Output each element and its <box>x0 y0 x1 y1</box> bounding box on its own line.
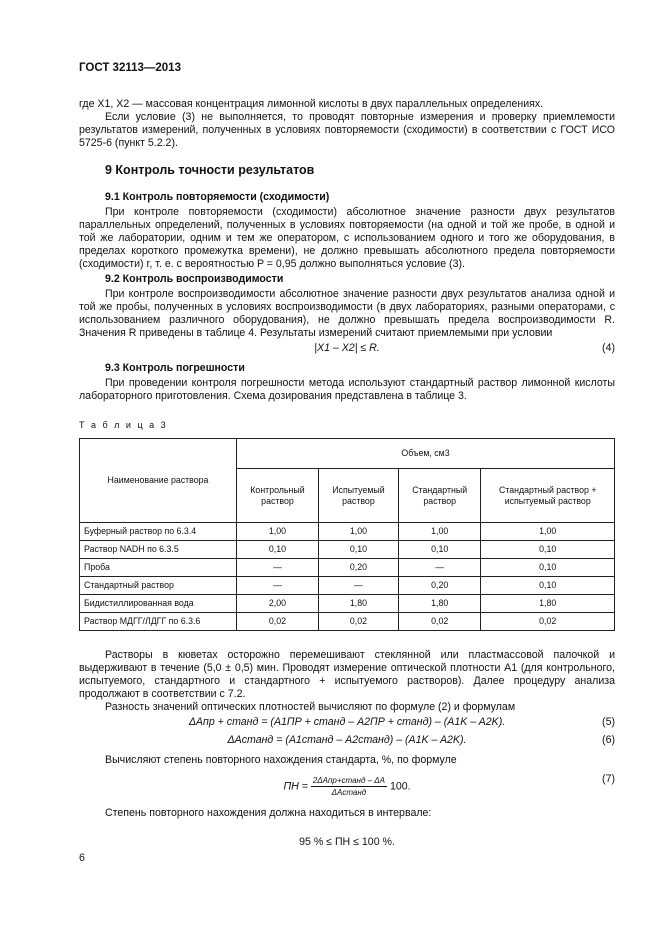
table-row <box>80 613 615 631</box>
table-cell-value: 0,20 <box>318 559 398 577</box>
table-cell-value: 0,02 <box>398 613 481 631</box>
section-9-heading: 9 Контроль точности результатов <box>105 163 315 177</box>
table-cell-name: Буферный раствор по 6.3.4 <box>80 523 237 541</box>
table-cell-value: 0,10 <box>481 559 615 577</box>
table-row <box>80 577 615 595</box>
equation-5-number: (5) <box>602 716 615 728</box>
table-cell-value: 0,10 <box>398 541 481 559</box>
equation-7-numerator: 2ΔAпр+станд – ΔA <box>312 776 385 785</box>
table-cell-value: 0,20 <box>398 577 481 595</box>
equation-7-denominator: ΔAстанд <box>331 788 367 797</box>
table-cell-name: Раствор NADH по 6.3.5 <box>80 541 237 559</box>
section-9-2-text: При контроле воспроизводимости абсолютное значение разности двух результатов анализа одной и той же пробы, полученных в условиях воспроизводимости (в двух лабораториях, разными операторами, с использованием различного оборудования), не должно превышать предела воспроизводимости R. Значения R приведены в таблице 4. Результаты измерений считают приемлемыми при условии <box>79 288 615 339</box>
dosing-table <box>79 438 615 631</box>
after-paragraph-3: Вычисляют степень повторного нахождения стандарта, %, по формуле <box>105 754 457 766</box>
equation-7 <box>79 767 615 805</box>
table-cell-value: — <box>318 577 398 595</box>
table-col-header: Стандартный раствор <box>398 469 481 523</box>
after-paragraph-2: Разность значений оптических плотностей вычисляют по формуле (2) и формулам <box>105 701 516 713</box>
condition-paragraph: Если условие (3) не выполняется, то проводят повторные измерения и проверку приемлемости результатов измерений, полученных в условиях повторяемости (сходимости) в соответствии с ГОСТ ИСО 5725-6 (пункт 5.2.2). <box>79 111 615 149</box>
table-col-header: Стандартный раствор + испытуемый раствор <box>481 469 615 523</box>
table-cell-value: 0,02 <box>481 613 615 631</box>
equation-8-body: 95 % ≤ ПН ≤ 100 %. <box>299 836 395 848</box>
table-cell-value: — <box>237 577 319 595</box>
table-cell-value: — <box>237 559 319 577</box>
equation-5-body: ΔAпр + станд = (A1ПР + станд – A2ПР + станд) – (A1K – A2K). <box>188 716 506 728</box>
equation-7-rhs: 100. <box>389 780 411 793</box>
equation-4-number: (4) <box>602 342 615 354</box>
table-cell-value: 0,02 <box>318 613 398 631</box>
equation-6 <box>79 732 615 750</box>
table-cell-value: 2,00 <box>237 595 319 613</box>
table-cell-value: 0,10 <box>237 541 319 559</box>
table-col-header: Испытуемый раствор <box>318 469 398 523</box>
table-row <box>80 559 615 577</box>
table-cell-name: Проба <box>80 559 237 577</box>
table-row <box>80 541 615 559</box>
table-row <box>80 523 615 541</box>
table-header-volume: Объем, см3 <box>237 439 615 469</box>
table-cell-name: Раствор МДГГ/ЛДГГ по 6.3.6 <box>80 613 237 631</box>
table-cell-value: 1,00 <box>237 523 319 541</box>
table-cell-value: 0,10 <box>318 541 398 559</box>
equation-4 <box>79 340 615 358</box>
section-9-1-text: При контроле повторяемости (сходимости) абсолютное значение разности двух результатов параллельных определений, полученных в условиях повторяемости (на одной и той же пробе, в одной и той же лаборатории, одним и тем же оператором, с использованием одного и того же оборудования, в пределах короткого промежутка времени), не должно превышать абсолютного предела повторяемости (сходимости) r, т. е. с вероятностью P = 0,95 должно выполняться условие (3). <box>79 206 615 270</box>
section-9-1-heading: 9.1 Контроль повторяемости (сходимости) <box>105 191 330 203</box>
table-cell-value: 1,00 <box>481 523 615 541</box>
document-body <box>79 98 615 852</box>
table-caption: Т а б л и ц а 3 <box>79 420 168 430</box>
table-cell-value: — <box>398 559 481 577</box>
table-cell-name: Стандартный раствор <box>80 577 237 595</box>
equation-4-body: |X1 – X2| ≤ R. <box>314 342 380 354</box>
table-cell-value: 0,10 <box>481 577 615 595</box>
after-paragraph-1: Растворы в кюветах осторожно перемешивают стеклянной или пластмассовой палочкой и выдерживают в течение (5,0 ± 0,5) мин. Проводят измерение оптической плотности A1 (для контрольного, испытуемого, стандартного и стандартного + испытуемого растворов). Далее процедуру анализа продолжают в соответствии с 7.2. <box>79 649 615 700</box>
table-row <box>80 595 615 613</box>
equation-6-number: (6) <box>602 734 615 746</box>
equation-7-body <box>283 767 410 798</box>
table-col-header: Контрольный раствор <box>237 469 319 523</box>
equation-7-number: (7) <box>602 773 615 785</box>
table-cell-value: 0,10 <box>481 541 615 559</box>
table-cell-value: 1,00 <box>398 523 481 541</box>
table-cell-name: Бидистиллированная вода <box>80 595 237 613</box>
section-9-2-heading: 9.2 Контроль воспроизводимости <box>105 273 284 285</box>
table-cell-value: 1,80 <box>318 595 398 613</box>
table-body <box>80 523 615 631</box>
equation-5 <box>79 714 615 732</box>
section-9-3-heading: 9.3 Контроль погрешности <box>105 362 245 374</box>
table-cell-value: 1,00 <box>318 523 398 541</box>
table-cell-value: 1,80 <box>481 595 615 613</box>
where-line: где X1, X2 — массовая концентрация лимонной кислоты в двух параллельных определениях. <box>79 98 544 110</box>
section-9-3-text: При проведении контроля погрешности метода используют стандартный раствор лимонной кислоты лабораторного приготовления. Схема дозирования представлена в таблице 3. <box>79 377 615 402</box>
after-paragraph-4: Степень повторного нахождения должна находиться в интервале: <box>105 807 432 819</box>
equation-8 <box>79 834 615 852</box>
page-number: 6 <box>79 852 85 864</box>
table-cell-value: 0,02 <box>237 613 319 631</box>
equation-6-body: ΔAстанд = (A1станд – A2станд) – (A1K – A2K). <box>227 734 467 746</box>
table-cell-value: 1,80 <box>398 595 481 613</box>
table-header-name: Наименование раствора <box>80 439 237 523</box>
document-header: ГОСТ 32113—2013 <box>79 62 181 74</box>
equation-7-lhs: ПН = <box>283 780 308 793</box>
equation-7-fraction <box>311 775 387 798</box>
